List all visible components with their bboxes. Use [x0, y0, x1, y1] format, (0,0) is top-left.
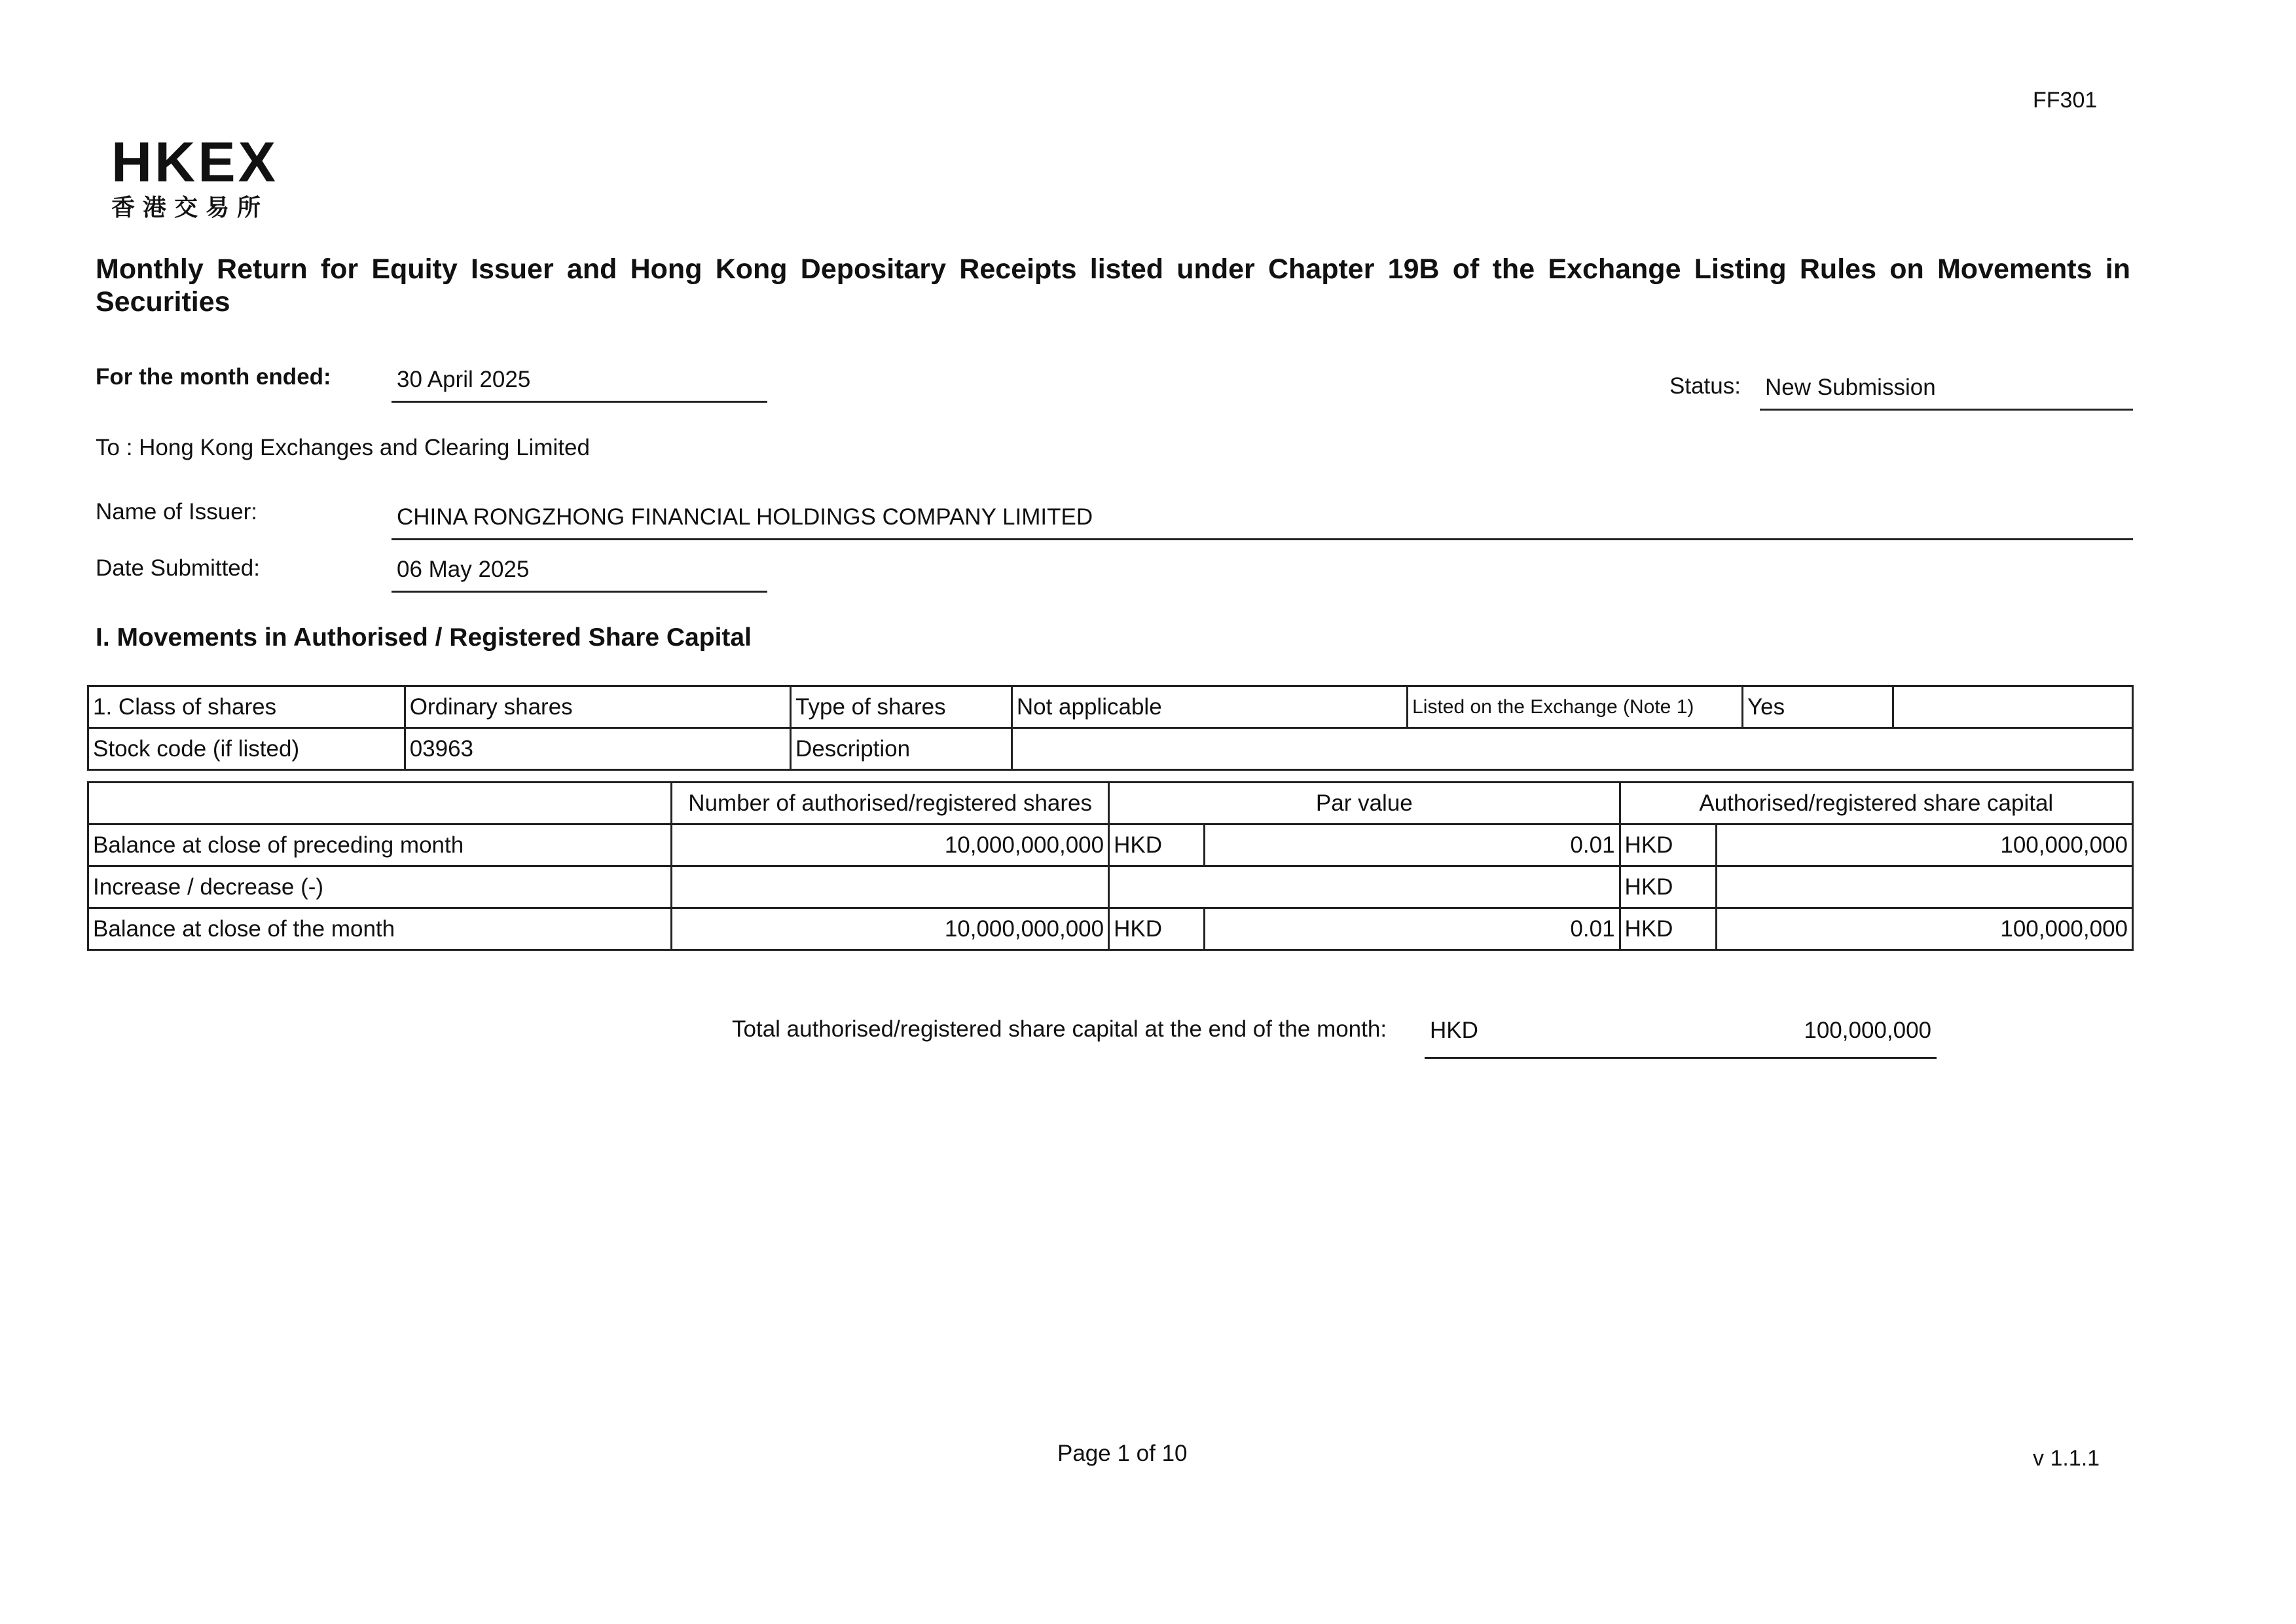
listed-label: Listed on the Exchange (Note 1) — [1408, 686, 1743, 728]
stock-code-row — [88, 728, 2133, 770]
total-capital-currency: HKD — [1430, 1018, 1478, 1043]
status-label: Status: — [1669, 373, 1741, 399]
logo-chinese: 香港交易所 — [111, 194, 269, 221]
row-capital-currency: HKD — [1620, 824, 1717, 866]
row-capital-currency: HKD — [1620, 908, 1717, 950]
type-value: Not applicable — [1011, 686, 1407, 728]
table-row — [88, 908, 2133, 950]
row-par-currency: HKD — [1109, 908, 1205, 950]
total-capital-value: 100,000,000 — [1804, 1018, 1931, 1043]
table-row — [88, 866, 2133, 908]
movements-header-row — [88, 783, 2133, 824]
header-par-value: Par value — [1109, 783, 1620, 824]
row-par-value — [1109, 866, 1620, 908]
row-par-value: 0.01 — [1204, 908, 1620, 950]
row-label: Balance at close of preceding month — [88, 824, 672, 866]
class-label: 1. Class of shares — [88, 686, 405, 728]
section-title: I. Movements in Authorised / Registered Share Capital — [96, 623, 752, 652]
status-value: New Submission — [1760, 375, 2133, 411]
table-row — [88, 824, 2133, 866]
total-capital-field — [1425, 1014, 1937, 1059]
description-label: Description — [791, 728, 1012, 770]
month-ended-value: 30 April 2025 — [392, 367, 767, 403]
date-submitted-value: 06 May 2025 — [392, 557, 767, 593]
type-label: Type of shares — [791, 686, 1012, 728]
class-row — [88, 686, 2133, 728]
row-par-currency: HKD — [1109, 824, 1205, 866]
listed-value: Yes — [1742, 686, 1893, 728]
row-shares: 10,000,000,000 — [672, 824, 1109, 866]
month-ended-label: For the month ended: — [96, 364, 331, 390]
row-capital-currency: HKD — [1620, 866, 1717, 908]
row-label: Increase / decrease (-) — [88, 866, 672, 908]
header-blank — [88, 783, 672, 824]
stock-code-value: 03963 — [405, 728, 790, 770]
row-capital: 100,000,000 — [1717, 908, 2133, 950]
row-capital — [1717, 866, 2133, 908]
hkex-logo — [111, 131, 278, 221]
description-value — [1011, 728, 2132, 770]
header-shares: Number of authorised/registered shares — [672, 783, 1109, 824]
row-capital: 100,000,000 — [1717, 824, 2133, 866]
header-share-capital: Authorised/registered share capital — [1620, 783, 2132, 824]
page-number: Page 1 of 10 — [1057, 1441, 1188, 1466]
form-code: FF301 — [2033, 88, 2098, 113]
recipient-line: To : Hong Kong Exchanges and Clearing Limited — [96, 435, 590, 460]
form-version: v 1.1.1 — [2033, 1446, 2100, 1471]
page-title: Monthly Return for Equity Issuer and Hong Kong Depositary Receipts listed under Chapter 19B of the Exchange Listing Rules on Movements in Securities — [96, 253, 2130, 318]
row-shares: 10,000,000,000 — [672, 908, 1109, 950]
issuer-value: CHINA RONGZHONG FINANCIAL HOLDINGS COMPANY LIMITED — [392, 504, 2133, 540]
row-label: Balance at close of the month — [88, 908, 672, 950]
movements-table — [87, 781, 2134, 951]
row-par-value: 0.01 — [1204, 824, 1620, 866]
date-submitted-label: Date Submitted: — [96, 555, 260, 581]
issuer-label: Name of Issuer: — [96, 499, 258, 525]
total-capital-label: Total authorised/registered share capital at the end of the month: — [732, 1016, 1387, 1042]
share-class-table — [87, 685, 2134, 771]
logo-english: HKEX — [111, 131, 278, 194]
stock-code-label: Stock code (if listed) — [88, 728, 405, 770]
class-value: Ordinary shares — [405, 686, 790, 728]
listed-extra — [1893, 686, 2132, 728]
row-shares — [672, 866, 1109, 908]
